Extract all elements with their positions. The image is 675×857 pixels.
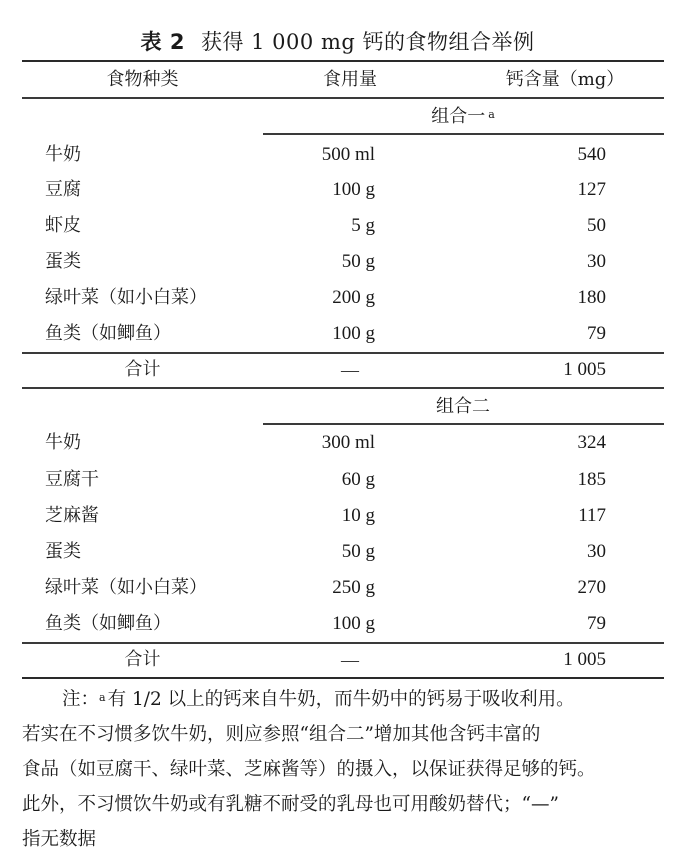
table-number: 表 2 [140,30,185,54]
food-name: 鱼类（如鲫鱼） [45,323,171,344]
group-1-rule [263,133,664,135]
food-amount: 100 g [332,323,375,344]
group-2-label: 组合二 [436,396,490,417]
food-name: 豆腐干 [45,469,99,490]
calcium-value: 540 [577,144,606,165]
note-line: 指无数据 [22,829,97,850]
food-name: 蛋类 [45,251,81,272]
calcium-value: 180 [577,287,606,308]
group-divider-rule [22,387,664,389]
food-name: 牛奶 [45,144,81,165]
header-rule [22,97,664,99]
total-label: 合计 [124,359,161,380]
food-name: 豆腐 [45,179,81,200]
total-calcium: 1 005 [563,359,606,380]
food-amount: 500 ml [321,144,375,165]
food-name: 蛋类 [45,541,81,562]
header-calcium: 钙含量（mg） [505,69,625,90]
header-food: 食物种类 [106,69,179,90]
table-title [0,28,675,56]
bottom-rule [22,677,664,679]
food-amount: 60 g [341,469,375,490]
total-amount: — [341,650,359,670]
header-amount: 食用量 [323,69,377,90]
calcium-value: 185 [577,469,606,490]
calcium-value: 79 [587,613,606,634]
group-2-rule [263,423,664,425]
food-amount: 10 g [341,505,375,526]
total-calcium: 1 005 [563,649,606,670]
calcium-value: 79 [587,323,606,344]
food-name: 绿叶菜（如小白菜） [45,577,207,598]
food-amount: 5 g [351,215,375,236]
food-amount: 50 g [341,541,375,562]
food-name: 鱼类（如鲫鱼） [45,613,171,634]
food-name: 芝麻酱 [45,505,99,526]
food-amount: 250 g [332,577,375,598]
food-amount: 300 ml [321,432,375,453]
group-1-label: 组合一 $^a$ [431,106,495,127]
food-amount: 50 g [341,251,375,272]
note-line: 注：$^a$ 有 1/2 以上的钙来自牛奶，而牛奶中的钙易于吸收利用。 [62,689,575,710]
food-amount: 100 g [332,179,375,200]
top-rule [22,60,664,62]
food-name: 绿叶菜（如小白菜） [45,287,207,308]
calcium-value: 50 [587,215,606,236]
table-note [22,682,664,857]
food-name: 虾皮 [45,215,81,236]
food-amount: 100 g [332,613,375,634]
footnote-mark: a [99,691,106,704]
calcium-value: 324 [577,432,606,453]
footnote-mark: a [488,108,495,121]
subtotal-rule-1 [22,352,664,354]
note-line: 食品（如豆腐干、绿叶菜、芝麻酱等）的摄入，以保证获得足够的钙。 [22,759,596,780]
subtotal-rule-2 [22,642,664,644]
calcium-value: 30 [587,251,606,272]
total-label: 合计 [124,649,161,670]
note-line: 若实在不习惯多饮牛奶，则应参照“组合二”增加其他含钙丰富的 [22,724,541,745]
table-caption: 获得 1 000 mg 钙的食物组合举例 [200,30,535,54]
total-amount: — [341,360,359,380]
calcium-value: 30 [587,541,606,562]
calcium-value: 270 [577,577,606,598]
calcium-value: 127 [577,179,606,200]
calcium-value: 117 [578,505,606,526]
food-amount: 200 g [332,287,375,308]
note-line: 此外，不习惯饮牛奶或有乳糖不耐受的乳母也可用酸奶替代；“—” [22,794,559,815]
food-name: 牛奶 [45,432,81,453]
